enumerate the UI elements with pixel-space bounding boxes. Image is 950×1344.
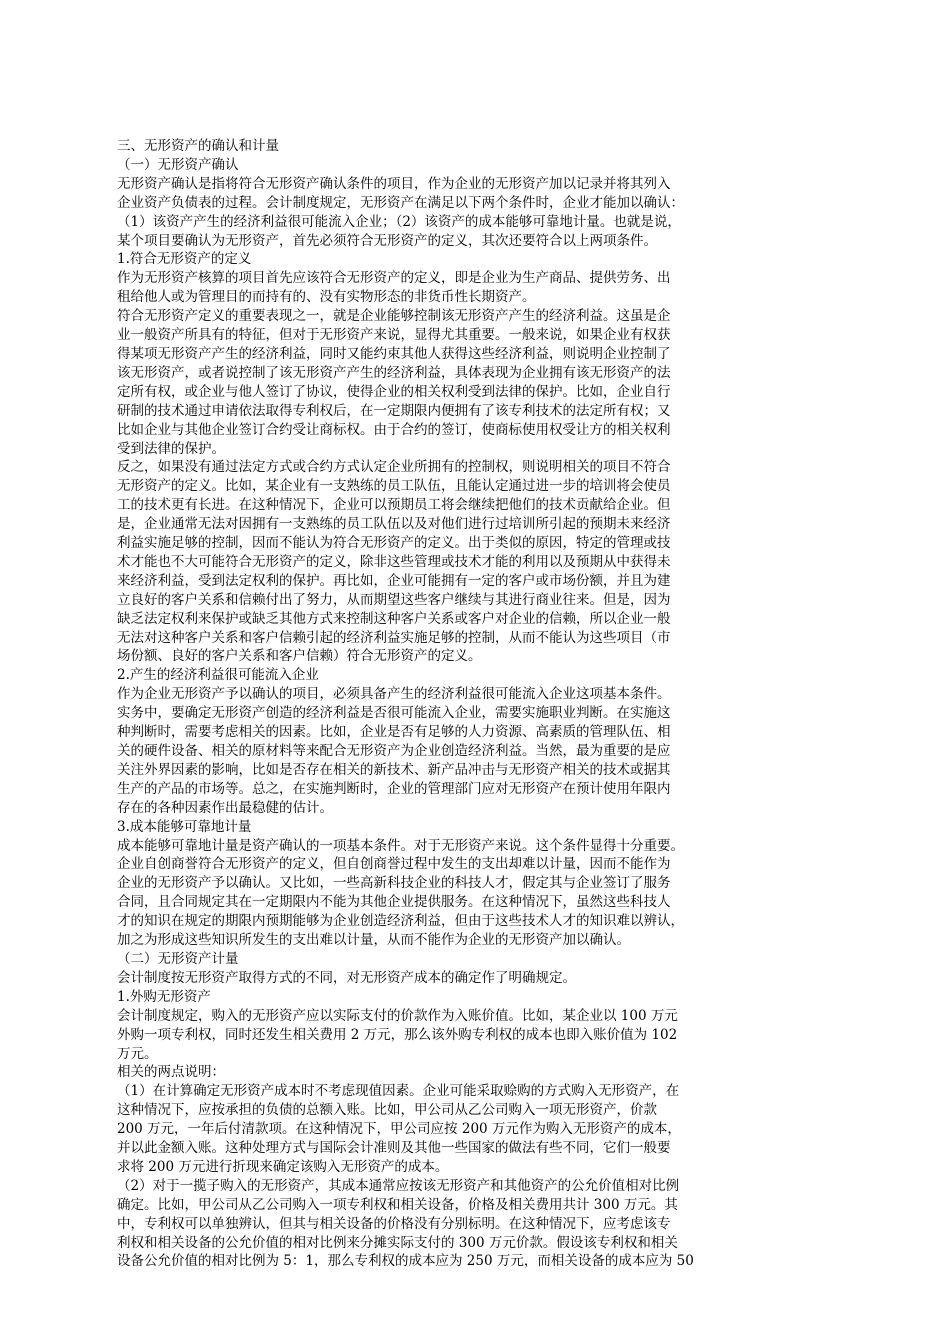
text-line: 得某项无形资产产生的经济利益，同时又能约束其他人获得这些经济利益，则说明企业控制了 [117,345,671,362]
text-line: 作为无形资产核算的项目首先应该符合无形资产的定义，即是企业为生产商品、提供劳务、出 [117,270,671,287]
text-line: （1）该资产产生的经济利益很可能流入企业；（2）该资产的成本能够可靠地计量。也就是说， [117,213,681,230]
text-line: 缺乏法定权利来保护或缺乏其他方式来控制这种客户关系或客户对企业的信赖，所以企业一般 [117,610,671,627]
text-line: 工的技术更有长进。在这种情况下，企业可以预期员工将会继续把他们的技术贡献给企业。但 [117,497,671,514]
text-line: （二）无形资产计量 [117,950,239,967]
text-line: 符合无形资产定义的重要表现之一，就是企业能够控制该无形资产产生的经济利益。这虽是企 [117,308,671,325]
text-line: 定所有权，或企业与他人签订了协议，使得企业的相关权利受到法律的保护。比如，企业自行 [117,383,671,400]
text-line: 研制的技术通过申请依法取得专利权后，在一定期限内便拥有了该专利技术的法定所有权；又 [117,402,671,419]
text-line: 术才能也不大可能符合无形资产的定义，除非这些管理或技术才能的利用以及预期从中获得未 [117,553,671,570]
text-line: 该无形资产，或者说控制了该无形资产产生的经济利益，具体表现为企业拥有该无形资产的法 [117,364,671,381]
text-line: 无形资产的定义。比如，某企业有一支熟练的员工队伍，且能认定通过进一步的培训将会使员 [117,478,671,495]
text-line: 企业自创商誉符合无形资产的定义，但自创商誉过程中发生的支出却难以计量，因而不能作为 [117,856,671,873]
text-line: 是，企业通常无法对因拥有一支熟练的员工队伍以及对他们进行过培训所引起的预期未来经济 [117,516,671,533]
text-line: 业一般资产所具有的特征，但对于无形资产来说，显得尤其重要。一般来说，如果企业有权获 [117,327,671,344]
text-line: 1.符合无形资产的定义 [117,251,252,268]
text-line: 租给他人或为管理目的而持有的、没有实物形态的非货币性长期资产。 [117,289,536,306]
text-line: 利权和相关设备的公允价值的相对比例来分摊实际支付的 300 万元价款。假设该专利权和相关 [117,1234,678,1251]
text-line: （2）对于一揽子购入的无形资产，其成本通常应按该无形资产和其他资产的公允价值相对比例 [117,1177,680,1194]
text-line: 外购一项专利权，同时还发生相关费用 2 万元，那么该外购专利权的成本也即入账价值为 102 [117,1026,678,1043]
text-line: 2.产生的经济利益很可能流入企业 [117,667,319,684]
document-body [117,137,807,1271]
text-line: 1.外购无形资产 [117,988,211,1005]
text-line: 场份额、良好的客户关系和客户信赖）符合无形资产的定义。 [117,648,482,665]
text-line: 来经济利益，受到法定权利的保护。再比如，企业可能拥有一定的客户或市场份额，并且为建 [117,572,671,589]
text-line: 成本能够可靠地计量是资产确认的一项基本条件。对于无形资产来说。这个条件显得十分重要。 [117,837,684,854]
text-line: 关注外界因素的影响，比如是否存在相关的新技术、新产品冲击与无形资产相关的技术或据其 [117,761,671,778]
text-line: 立良好的客户关系和信赖付出了努力，从而期望这些客户继续与其进行商业往来。但是，因为 [117,591,671,608]
text-line: 万元。 [117,1045,158,1062]
text-line: 利益实施足够的控制，因而不能认为符合无形资产的定义。出于类似的原因，特定的管理或技 [117,535,671,552]
text-line: 存在的各种因素作出最稳健的估计。 [117,799,333,816]
text-line: （一）无形资产确认 [117,156,239,173]
text-line: 并以此金额入账。这种处理方式与国际会计准则及其他一些国家的做法有些不同，它们一般要 [117,1140,671,1157]
text-line: 才的知识在规定的期限内预期能够为企业创造经济利益，但由于这些技术人才的知识难以辨认， [117,913,684,930]
text-line: 生产的产品的市场等。总之，在实施判断时，企业的管理部门应对无形资产在预计使用年限内 [117,780,671,797]
text-line: 求将 200 万元进行折现来确定该购入无形资产的成本。 [117,1158,449,1175]
text-line: 比如企业与其他企业签订合约受让商标权。由于合约的签订，使商标使用权受让方的相关权利 [117,421,671,438]
text-line: 3.成本能够可靠地计量 [117,818,252,835]
text-line: 会计制度按无形资产取得方式的不同，对无形资产成本的确定作了明确规定。 [117,969,576,986]
text-line: 种判断时，需要考虑相关的因素。比如，企业是否有足够的人力资源、高素质的管理队伍、相 [117,724,671,741]
text-line: 这种情况下，应按承担的负债的总额入账。比如，甲公司从乙公司购入一项无形资产，价款 [117,1102,657,1119]
text-line: 加之为形成这些知识所发生的支出难以计量，从而不能作为企业的无形资产加以确认。 [117,932,630,949]
text-line: 作为企业无形资产予以确认的项目，必须具备产生的经济利益很可能流入企业这项基本条件。 [117,686,671,703]
text-line: 会计制度规定，购入的无形资产应以实际支付的价款作为入账价值。比如，某企业以 100 万元 [117,1007,678,1024]
text-line: 关的硬件设备、相关的原材料等来配合无形资产为企业创造经济利益。当然，最为重要的是应 [117,743,671,759]
text-line: 相关的两点说明： [117,1064,225,1081]
text-line: 无形资产确认是指将符合无形资产确认条件的项目，作为企业的无形资产加以记录并将其列入 [117,175,671,192]
text-line: 确定。比如，甲公司从乙公司购入一项专利权和相关设备，价格及相关费用共计 300 万元。其 [117,1196,678,1213]
text-line: （1）在计算确定无形资产成本时不考虑现值因素。企业可能采取赊购的方式购入无形资产，在 [117,1083,680,1100]
text-line: 企业的无形资产予以确认。又比如，一些高新科技企业的科技人才，假定其与企业签订了服务 [117,875,671,892]
text-line: 实务中，要确定无形资产创造的经济利益是否很可能流入企业，需要实施职业判断。在实施这 [117,705,671,722]
text-line: 无法对这种客户关系和客户信赖引起的经济利益实施足够的控制，从而不能认为这些项目（市 [117,629,671,646]
text-line: 某个项目要确认为无形资产，首先必须符合无形资产的定义，其次还要符合以上两项条件。 [117,232,657,249]
text-line: 中，专利权可以单独辨认，但其与相关设备的价格没有分别标明。在这种情况下，应考虑该专 [117,1215,671,1232]
text-line: 合同，且合同规定其在一定期限内不能为其他企业提供服务。在这种情况下，虽然这些科技人 [117,894,671,911]
text-line: 200 万元，一年后付清款项。在这种情况下，甲公司应按 200 万元作为购入无形资产的成本， [117,1121,681,1138]
text-line: 设备公允价值的相对比例为 5：1，那么专利权的成本应为 250 万元，而相关设备的成本应为 50 [117,1253,694,1270]
text-line: 三、无形资产的确认和计量 [117,138,279,154]
text-line: 企业资产负债表的过程。会计制度规定，无形资产在满足以下两个条件时，企业才能加以确认： [117,194,684,211]
text-line: 受到法律的保护。 [117,440,225,457]
text-line: 反之，如果没有通过法定方式或合约方式认定企业所拥有的控制权，则说明相关的项目不符合 [117,459,671,476]
